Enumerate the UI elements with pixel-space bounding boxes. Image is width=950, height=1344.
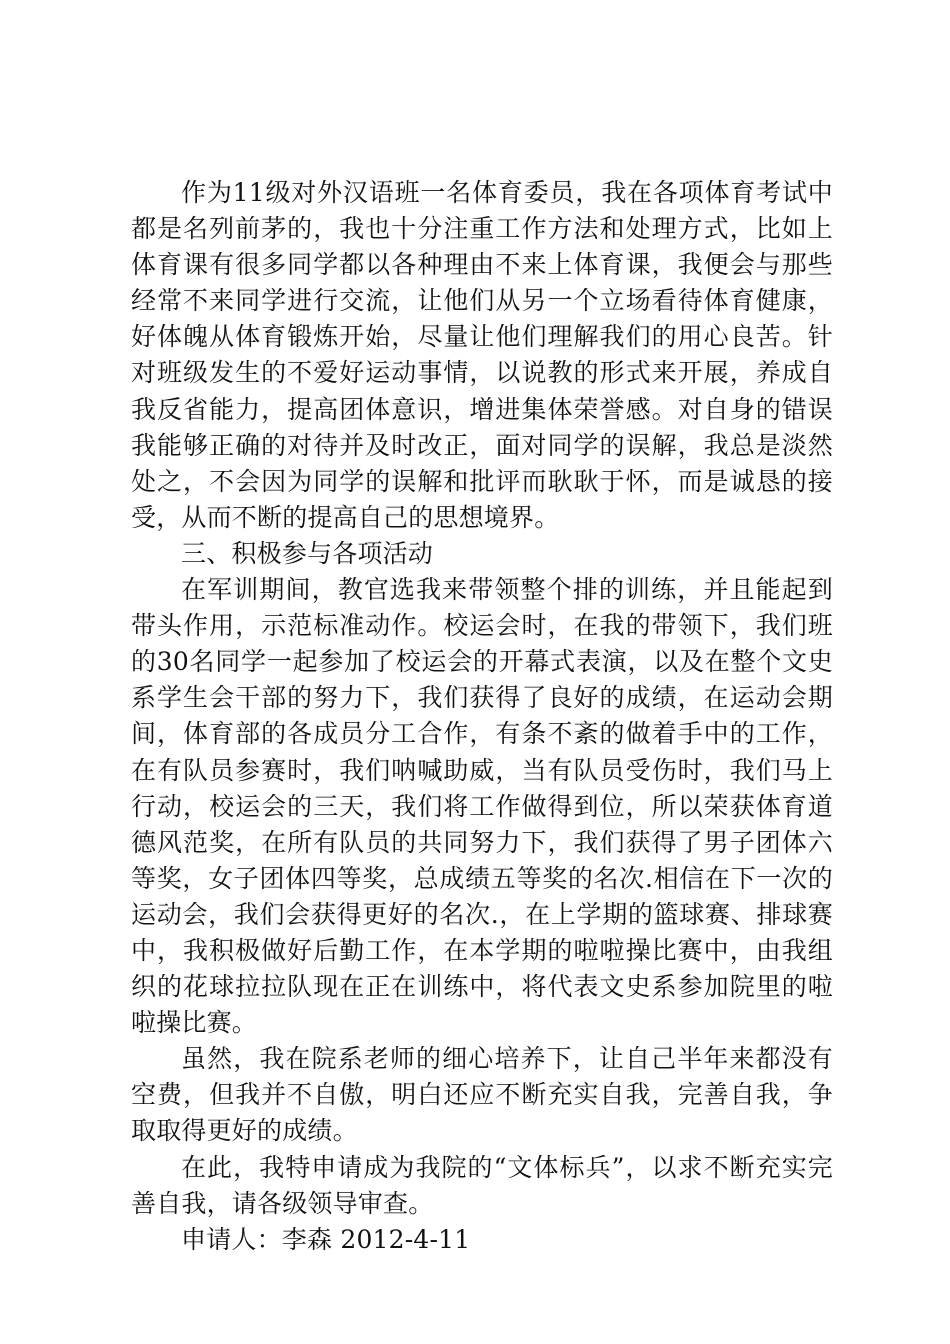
- paragraph-application-request: 在此，我特申请成为我院的“文体标兵”，以求不断充实完善自我，请各级领导审查。: [131, 1152, 833, 1218]
- paragraph-self-improvement: 虽然，我在院系老师的细心培养下，让自己半年来都没有空费，但我并不自傲，明白还应不断充实自我，完善自我，争取取得更好的成绩。: [131, 1044, 833, 1146]
- paragraph-sports-committee-duties: 作为11级对外汉语班一名体育委员，我在各项体育考试中都是名列前茅的，我也十分注重工作方法和处理方式，比如上体育课有很多同学都以各种理由不来上体育课，我便会与那些经常不来同学进行交流，让他们从另一个立场看待体育健康，好体魄从体育锻炼开始，尽量让他们理解我们的用心良苦。针对班级发生的不爱好运动事情，以说教的形式来开展，养成自我反省能力，提高团体意识，增进集体荣誉感。对自身的错误我能够正确的对待并及时改正，面对同学的误解，我总是淡然处之，不会因为同学的误解和批评而耿耿于怀，而是诚恳的接受，从而不断的提高自己的思想境界。: [131, 178, 833, 532]
- document-body: [131, 175, 833, 1258]
- applicant-signature-line: 申请人：李森 2012-4-11: [181, 1224, 471, 1254]
- section-heading-activities: 三、积极参与各项活动: [181, 538, 434, 568]
- paragraph-activities-detail: 在军训期间，教官选我来带领整个排的训练，并且能起到带头作用，示范标准动作。校运会时，在我的带领下，我们班的30名同学一起参加了校运会的开幕式表演，以及在整个文史系学生会干部的努力下，我们获得了良好的成绩，在运动会期间，体育部的各成员分工合作，有条不紊的做着手中的工作，在有队员参赛时，我们呐喊助威，当有队员受伤时，我们马上行动，校运会的三天，我们将工作做得到位，所以荣获体育道德风范奖，在所有队员的共同努力下，我们获得了男子团体六等奖，女子团体四等奖，总成绩五等奖的名次.相信在下一次的运动会，我们会获得更好的名次.，在上学期的篮球赛、排球赛中，我积极做好后勤工作，在本学期的啦啦操比赛中，由我组织的花球拉拉队现在正在训练中，将代表文史系参加院里的啦啦操比赛。: [131, 575, 833, 1038]
